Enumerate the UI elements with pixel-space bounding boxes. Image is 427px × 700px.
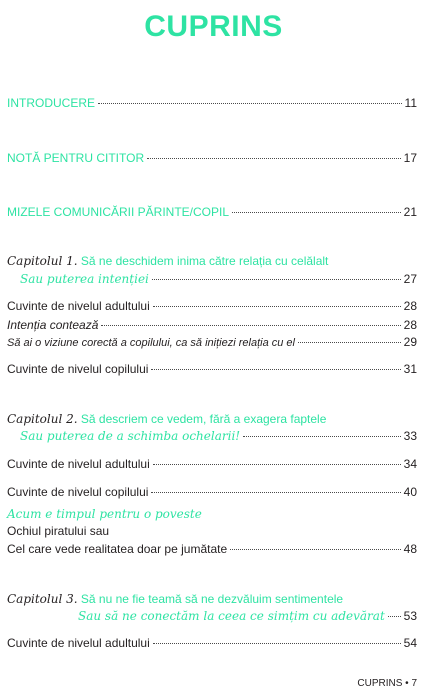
toc-entry-story[interactable] <box>7 542 417 557</box>
toc-entry-page: 48 <box>403 542 417 556</box>
toc-entry-nota[interactable] <box>7 151 417 166</box>
toc-entry-page: 28 <box>403 299 417 313</box>
toc-entry-page: 33 <box>403 429 417 443</box>
dot-leader <box>230 549 401 550</box>
toc-entry-page: 28 <box>403 318 417 332</box>
chapter-label: Capitolul 3. <box>7 592 78 606</box>
toc-entry-page: 34 <box>403 457 417 471</box>
dot-leader <box>243 436 401 437</box>
chapter-3-subtitle-row[interactable] <box>78 609 417 624</box>
chapter-title: Să descriem ce vedem, fără a exagera faptele <box>80 412 327 426</box>
toc-entry-page: 53 <box>403 609 417 623</box>
chapter-title: Să nu ne fie teamă să ne dezvăluim sentimentele <box>80 592 344 606</box>
toc-entry-label: Cuvinte de nivelul adultului <box>7 636 150 650</box>
toc-entry[interactable] <box>7 299 417 314</box>
dot-leader <box>151 492 400 493</box>
chapter-label: Capitolul 2. <box>7 412 78 426</box>
chapter-subtitle: Sau puterea de a schimba ochelarii! <box>20 429 241 443</box>
toc-entry[interactable] <box>7 335 417 351</box>
page-footer: CUPRINS • 7 <box>357 678 417 689</box>
chapter-label: Capitolul 1. <box>7 254 78 268</box>
dot-leader <box>153 643 401 644</box>
toc-entry[interactable] <box>7 318 417 333</box>
toc-entry[interactable] <box>7 457 417 472</box>
toc-entry-page: 31 <box>403 362 417 376</box>
dot-leader <box>298 342 401 343</box>
toc-entry-page: 17 <box>403 151 417 165</box>
toc-entry[interactable] <box>7 636 417 651</box>
toc-entry-page: 27 <box>403 272 417 286</box>
toc-entry-label: NOTĂ PENTRU CITITOR <box>7 151 145 165</box>
toc-entry-label: Intenția contează <box>7 318 99 332</box>
chapter-title: Să ne deschidem inima către relația cu celălalt <box>80 254 329 268</box>
dot-leader <box>232 212 401 213</box>
toc-entry-page: 40 <box>403 485 417 499</box>
story-line: Ochiul piratului sau <box>7 524 110 538</box>
toc-entry-label: INTRODUCERE <box>7 96 96 110</box>
toc-entry-label: MIZELE COMUNICĂRII PĂRINTE/COPIL <box>7 205 230 219</box>
toc-entry-mizele[interactable] <box>7 205 417 220</box>
toc-entry-page: 21 <box>403 205 417 219</box>
dot-leader <box>98 103 402 104</box>
toc-entry[interactable] <box>7 362 417 377</box>
chapter-subtitle: Sau să ne conectăm la ceea ce simțim cu adevărat <box>78 609 385 623</box>
toc-entry-label: Cuvinte de nivelul copilului <box>7 485 149 499</box>
dot-leader <box>101 325 400 326</box>
chapter-2-subtitle-row[interactable] <box>20 429 417 444</box>
dot-leader <box>147 158 401 159</box>
toc-entry-introducere[interactable] <box>7 96 417 111</box>
page-title: CUPRINS <box>144 10 283 43</box>
toc-entry-label: Să ai o viziune corectă a copilului, ca să inițiezi relația cu el <box>7 337 295 349</box>
chapter-3-heading[interactable] <box>7 592 343 607</box>
dot-leader <box>151 369 400 370</box>
toc-entry-label: Cuvinte de nivelul copilului <box>7 362 149 376</box>
toc-entry[interactable] <box>7 485 417 500</box>
chapter-1-subtitle-row[interactable] <box>20 272 417 287</box>
chapter-2-heading[interactable] <box>7 412 326 427</box>
toc-entry-label: Cel care vede realitatea doar pe jumătate <box>7 542 228 556</box>
chapter-subtitle: Sau puterea intenției <box>20 272 149 286</box>
toc-entry-label: Cuvinte de nivelul adultului <box>7 299 150 313</box>
chapter-1-heading[interactable] <box>7 254 328 269</box>
dot-leader <box>153 306 401 307</box>
toc-entry-page: 29 <box>403 335 417 349</box>
story-heading: Acum e timpul pentru o poveste <box>7 507 202 521</box>
dot-leader <box>388 616 401 617</box>
dot-leader <box>152 279 401 280</box>
dot-leader <box>153 464 401 465</box>
toc-entry-page: 11 <box>404 96 417 110</box>
toc-entry-label: Cuvinte de nivelul adultului <box>7 457 150 471</box>
toc-entry-page: 54 <box>403 636 417 650</box>
